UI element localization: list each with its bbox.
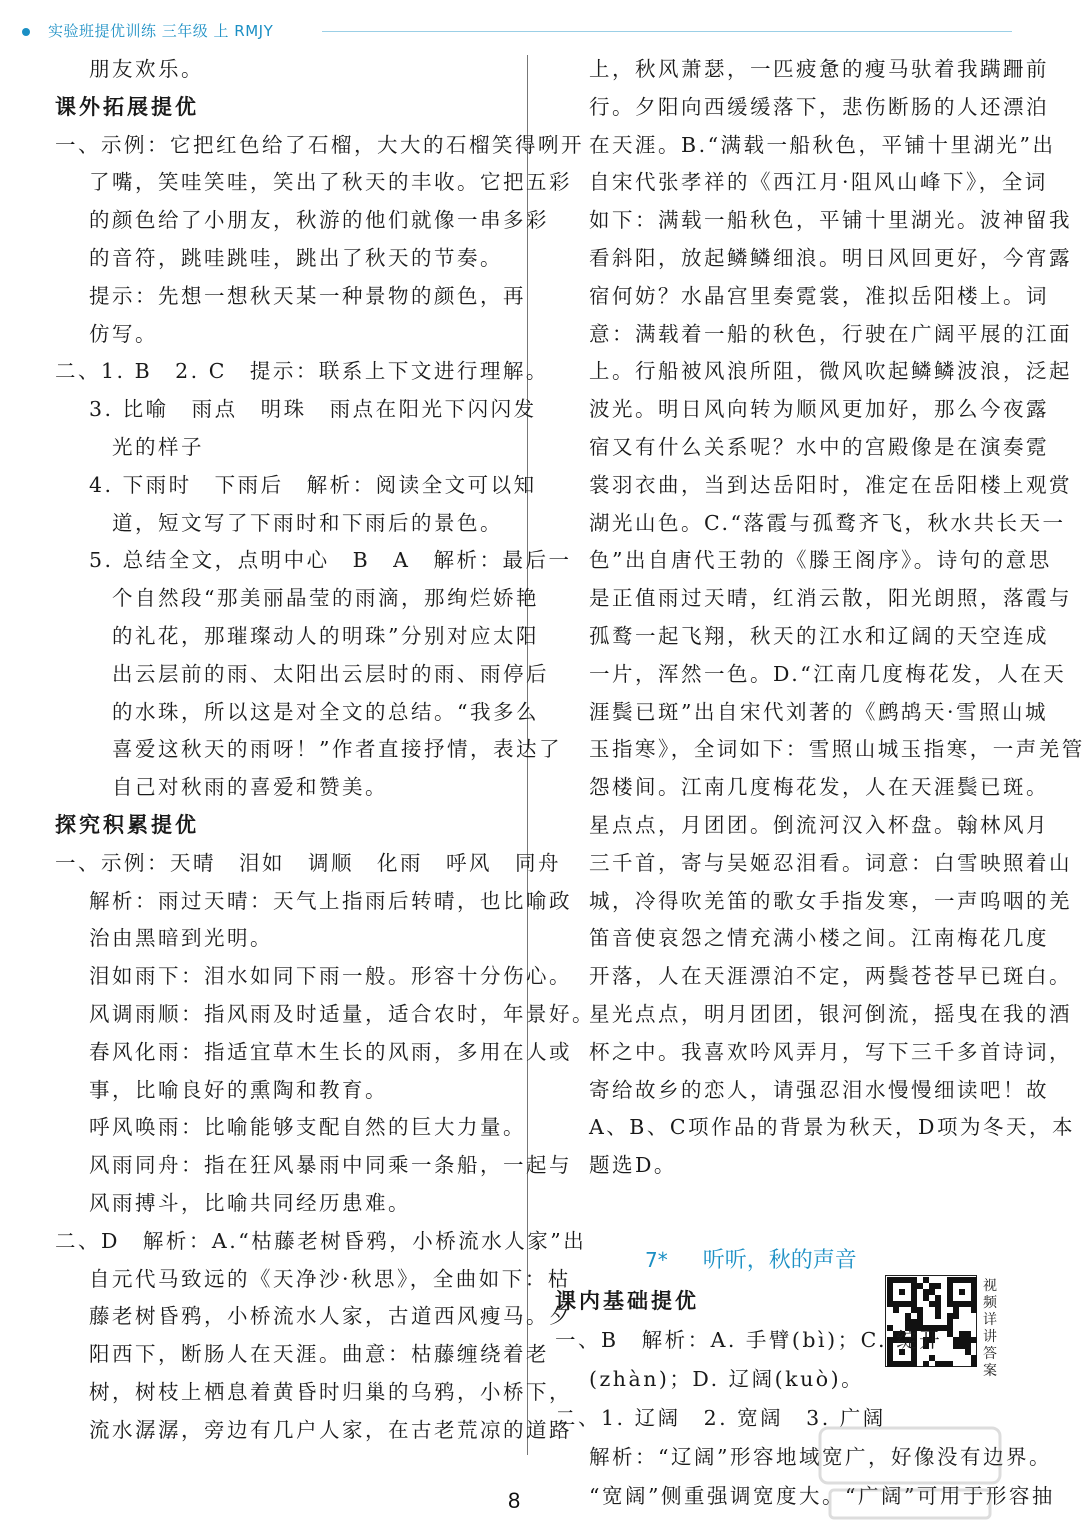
text-line: 5. 总结全文，点明中心 B A 解析：最后一: [89, 548, 572, 573]
text-line: 一片，浑然一色。D.“江南几度梅花发，人在天: [589, 661, 1067, 686]
text-line: 星点点，月团团。倒流河汉入杯盘。翰林风月: [589, 813, 1049, 837]
text-line: 城，冷得吹羌笛的歌女手指发寒，一声呜咽的羌: [589, 888, 1072, 913]
text-line: 涯鬓已斑”出自宋代刘著的《鹧鸪天·雪照山城: [589, 699, 1048, 724]
text-line: 自元代马致远的《天净沙·秋思》，全曲如下：枯: [89, 1266, 571, 1291]
text-line: 看斜阳，放起鳞鳞细浪。明日风回更好，今宵露: [589, 246, 1072, 270]
text-line: 笛音使哀怨之情充满小楼之间。江南梅花几度: [589, 926, 1049, 951]
text-line: 光的样子: [89, 435, 204, 459]
text-line: 题选D。: [589, 1153, 677, 1178]
qr-module: [899, 1289, 905, 1295]
text-line: 的音符，跳哇跳哇，跳出了秋天的节奏。: [89, 246, 503, 270]
text-line: 一、示例：它把红色给了石榴，大大的石榴笑得咧开: [55, 132, 584, 157]
text-line: 寄给故乡的恋人，请强忍泪水慢慢细读吧！故: [589, 1077, 1049, 1102]
text-line: 树，树枝上栖息着黄昏时归巢的乌鸦，小桥下，: [89, 1380, 572, 1404]
text-line: 一、B 解析：A. 手臂(bì)；C. 绽开: [555, 1328, 943, 1352]
header-title: 实验班提优训练 三年级 上 RMJY: [48, 22, 274, 40]
qr-module: [971, 1307, 977, 1313]
text-line: 3. 比喻 雨点 明珠 雨点在阳光下闪闪发: [89, 397, 537, 422]
text-line: 流水潺潺，旁边有几户人家，在古老荒凉的道路: [89, 1417, 572, 1442]
text-line: 藤老树昏鸦，小桥流水人家，古道西风瘦马。夕: [89, 1304, 572, 1329]
text-line: 仿写。: [89, 321, 158, 346]
text-line: (zhàn)；D. 辽阔(kuò)。: [589, 1367, 865, 1391]
header-dot: [22, 28, 30, 36]
qr-module: [953, 1313, 959, 1319]
section-title: [645, 1240, 857, 1280]
text-line: 了嘴，笑哇笑哇，笑出了秋天的丰收。它把五彩: [89, 170, 572, 195]
qr-module: [893, 1307, 899, 1313]
text-line: 4. 下雨时 下雨后 解析：阅读全文可以知: [89, 472, 537, 497]
text-line: 是正值雨过天晴，红消云散，阳光朗照，落霞与: [589, 586, 1072, 611]
text-line: 上，秋风萧瑟，一匹疲惫的瘦马驮着我蹒跚前: [589, 57, 1049, 81]
text-line: 道，短文写了下雨时和下雨后的景色。: [89, 510, 503, 535]
text-line: 风调雨顺：指风雨及时适量，适合农时，年景好。: [89, 1002, 595, 1026]
text-line: 在天涯。B.“满载一船秋色，平铺十里湖光”出: [589, 132, 1056, 157]
qr-module: [959, 1289, 965, 1295]
text-line: 风雨同舟：指在狂风暴雨中同乘一条船，一起与: [89, 1153, 572, 1178]
text-line: 解析：雨过天晴：天气上指雨后转晴，也比喻政: [89, 888, 572, 913]
header-rule: [322, 31, 1012, 32]
qr-module: [935, 1313, 941, 1319]
qr-module: [911, 1361, 917, 1367]
text-line: 开落，人在天涯漂泊不定，两鬓苍苍早已斑白。: [589, 964, 1072, 989]
text-line: 湖光山色。C.“落霞与孤鹜齐飞，秋水共长天一: [589, 510, 1066, 535]
text-line: 玉指寒》，全词如下：雪照山城玉指寒，一声羌管: [589, 737, 1085, 762]
text-line: 意：满载着一船的秋色，行驶在广阔平展的江面: [589, 321, 1072, 346]
qr-label: 视频详讲答案: [983, 1278, 997, 1379]
text-line: 的礼花，那璀璨动人的明珠”分别对应太阳: [89, 624, 539, 648]
page-number: 8: [508, 1488, 521, 1513]
text-line: 泪如雨下：泪水如同下雨一般。形容十分伤心。: [89, 964, 572, 989]
section-heading: 课内基础提优: [555, 1289, 699, 1313]
text-line: 二、1. B 2. C 提示：联系上下文进行理解。: [55, 359, 549, 384]
text-line: 如下：满载一船秋色，平铺十里湖光。波神留我: [589, 208, 1072, 233]
text-line: 行。夕阳向西缓缓落下，悲伤断肠的人还漂泊: [589, 94, 1049, 119]
text-line: 呼风唤雨：比喻能够支配自然的巨大力量。: [89, 1115, 526, 1140]
text-line: 裳羽衣曲，当到达岳阳时，准定在岳阳楼上观赏: [589, 472, 1072, 497]
watermark-logo-icon: [810, 1418, 1010, 1528]
text-line: 自己对秋雨的喜爱和赞美。: [89, 775, 388, 800]
text-line: 色”出自唐代王勃的《滕王阁序》。诗句的意思: [589, 548, 1052, 573]
text-line: 朋友欢乐。: [89, 57, 204, 81]
text-line: 出云层前的雨、太阳出云层时的雨、雨停后: [89, 661, 549, 686]
qr-module: [947, 1361, 953, 1367]
text-line: 事，比喻良好的熏陶和教育。: [89, 1077, 388, 1102]
text-line: 三千首，寄与吴姬忍泪看。词意：白雪映照着山: [589, 850, 1072, 875]
text-line: 阳西下，断肠人在天涯。曲意：枯藤缠绕着老: [89, 1342, 549, 1367]
text-line: 春风化雨：指适宜草木生长的风雨，多用在人或: [89, 1039, 572, 1064]
text-line: “宽阔”侧重强调宽度大。“广阔”可用于形容抽: [589, 1484, 1055, 1508]
text-line: 上。行船被风浪所阻，微风吹起鳞鳞波浪，泛起: [589, 359, 1072, 384]
text-line: A、B、C项作品的背景为秋天，D项为冬天，本: [589, 1115, 1075, 1140]
text-line: 风雨搏斗，比喻共同经历患难。: [89, 1191, 411, 1215]
section-heading: 探究积累提优: [55, 813, 199, 837]
text-line: 提示：先想一想秋天某一种景物的颜色，再: [89, 283, 526, 308]
text-line: 的水珠，所以这是对全文的总结。“我多么: [89, 699, 539, 724]
text-line: 自宋代张孝祥的《西江月·阻风山峰下》，全词: [589, 170, 1048, 195]
text-line: 星光点点，明月团团，银河倒流，摇曳在我的酒: [589, 1002, 1072, 1026]
text-line: 二、1. 辽阔 2. 宽阔 3. 广阔: [555, 1406, 886, 1430]
text-line: 宿何妨？水晶宫里奏霓裳，准拟岳阳楼上。词: [589, 283, 1049, 308]
text-line: 个自然段“那美丽晶莹的雨滴，那绚烂娇艳: [89, 586, 539, 611]
text-line: 解析：“辽阔”形容地域宽广，好像没有边界。: [589, 1445, 1052, 1469]
section-heading: 课外拓展提优: [55, 94, 199, 119]
qr-module: [971, 1361, 977, 1367]
qr-module: [935, 1283, 941, 1289]
text-line: 宿又有什么关系呢？水中的宫殿像是在演奏霓: [589, 435, 1049, 459]
section-title-text: 听听，秋的声音: [702, 1248, 857, 1273]
text-line: 孤鹜一起飞翔，秋天的江水和辽阔的天空连成: [589, 624, 1049, 648]
text-line: 治由黑暗到光明。: [89, 926, 273, 951]
text-line: 杯之中。我喜欢吟风弄月，写下三千多首诗词，: [589, 1039, 1072, 1064]
page-header: [22, 20, 1012, 44]
text-line: 喜爱这秋天的雨呀！”作者直接抒情，表达了: [89, 737, 562, 762]
text-line: 一、示例：天晴 泪如 调顺 化雨 呼风 同舟: [55, 850, 561, 875]
section-number: 7*: [645, 1248, 668, 1272]
text-line: 波光。明日风向转为顺风更加好，那么今夜露: [589, 397, 1049, 422]
qr-module: [923, 1361, 929, 1367]
qr-module: [971, 1337, 977, 1343]
text-line: 二、D 解析：A.“枯藤老树昏鸦，小桥流水人家”出: [55, 1228, 587, 1253]
text-line: 怨楼间。江南几度梅花发，人在天涯鬓已斑。: [589, 775, 1049, 800]
text-line: 的颜色给了小朋友，秋游的他们就像一串多彩: [89, 208, 549, 233]
